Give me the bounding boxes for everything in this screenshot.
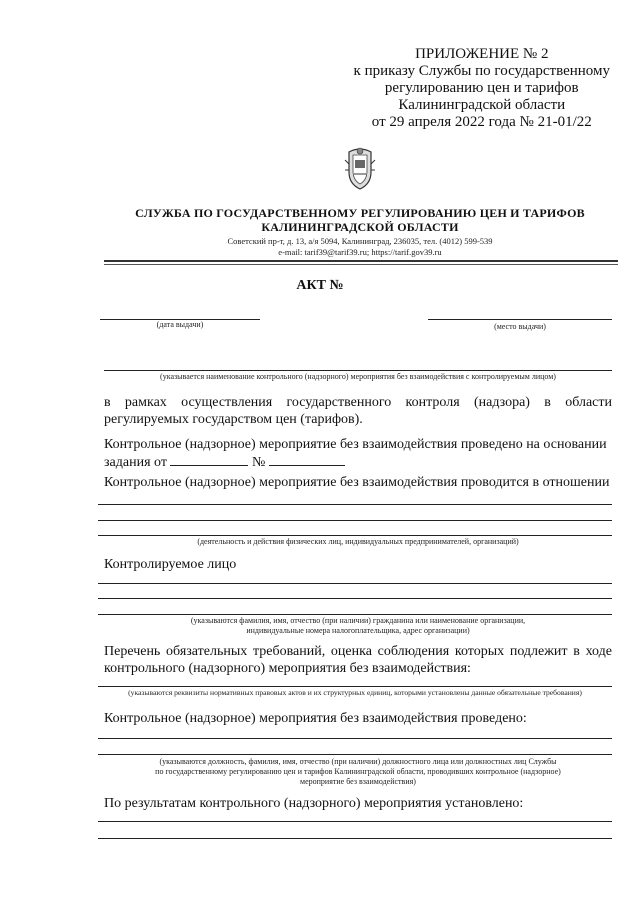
task-date-blank — [170, 453, 248, 466]
agency-name-line1: СЛУЖБА ПО ГОСУДАРСТВЕННОМУ РЕГУЛИРОВАНИЮ ЦЕН И ТАРИФОВ — [135, 206, 585, 220]
basis-line1: Контрольное (надзорное) мероприятие без взаимодействия проведено на основании — [104, 437, 607, 452]
appendix-line: от 29 апреля 2022 года № 21-01/22 — [371, 114, 592, 130]
appendix-title: ПРИЛОЖЕНИЕ № 2 — [415, 46, 549, 62]
activity-caption: (деятельность и действия физических лиц, индивидуальных предпринимателей, организаций) — [197, 537, 519, 546]
basis-prefix: задания от — [104, 455, 167, 470]
requirements-text: Перечень обязательных требований, оценка соблюдения которых подлежит в ходе контрольного (надзорного) мероприятия без взаимодействия: — [104, 644, 612, 676]
appendix-line: регулированию цен и тарифов — [384, 80, 579, 96]
conducted-by-line — [98, 738, 612, 739]
official-caption-line1: (указываются должность, фамилия, имя, отчество (при наличии) должностного лица или должностных лиц Службы — [159, 757, 557, 766]
regarding-line — [98, 535, 612, 536]
event-name-line — [104, 370, 612, 371]
agency-name-line2: КАЛИНИНГРАДСКОЙ ОБЛАСТИ — [261, 220, 459, 234]
scope-text: в рамках осуществления государственного контроля (надзора) в области регулируемых государством цен (тарифов). — [104, 395, 612, 427]
person-caption-line1: (указываются фамилия, имя, отчество (при наличии) гражданина или наименование организации, — [190, 616, 526, 625]
act-title: АКТ № — [296, 278, 344, 293]
place-field-line — [428, 319, 612, 320]
coat-of-arms-emblem — [343, 146, 377, 190]
official-caption-line3: мероприятие без взаимодействия) — [300, 777, 416, 786]
controlled-person-line — [98, 583, 612, 584]
conducted-by-line — [98, 754, 612, 755]
header-rule — [104, 260, 618, 262]
regarding-line — [98, 504, 612, 505]
results-line — [98, 838, 612, 839]
results-line — [98, 821, 612, 822]
requirements-caption: (указываются реквизиты нормативных правовых актов и их структурных единиц, которыми установлены данные обязательные требования) — [128, 688, 582, 697]
appendix-line: Калининградской области — [398, 97, 566, 113]
place-caption: (место выдачи) — [494, 322, 546, 331]
header-rule-thin — [104, 264, 618, 265]
appendix-block — [354, 46, 610, 131]
agency-address: Советский пр-т, д. 13, а/я 5094, Калининград, 236035, тел. (4012) 599-539 — [227, 236, 493, 246]
basis-text — [104, 436, 612, 471]
controlled-person-line — [98, 598, 612, 599]
agency-contacts: e-mail: tarif39@tarif39.ru; https://tarif.gov39.ru — [278, 247, 442, 257]
controlled-person-line — [98, 614, 612, 615]
conducted-regarding-text: Контрольное (надзорное) мероприятие без взаимодействия проводится в отношении — [104, 475, 610, 490]
regarding-line — [98, 520, 612, 521]
basis-number-sign: № — [251, 455, 266, 470]
event-name-caption: (указывается наименование контрольного (надзорного) мероприятия без взаимодействия с контролируемым лицом) — [160, 372, 556, 381]
requirements-line — [98, 686, 612, 687]
appendix-line: к приказу Службы по государственному — [353, 63, 610, 79]
controlled-person-label: Контролируемое лицо — [104, 557, 237, 572]
official-caption-line2: по государственному регулированию цен и тарифов Калининградской области, проводивших контрольное (надзорное) — [155, 767, 561, 776]
person-caption-line2: индивидуальные номера налогоплательщика, адрес организации) — [246, 626, 470, 635]
task-number-blank — [269, 453, 345, 466]
date-caption: (дата выдачи) — [156, 320, 204, 329]
conducted-by-text: Контрольное (надзорное) мероприятия без взаимодействия проведено: — [104, 711, 527, 726]
results-text: По результатам контрольного (надзорного) мероприятия установлено: — [104, 796, 524, 811]
